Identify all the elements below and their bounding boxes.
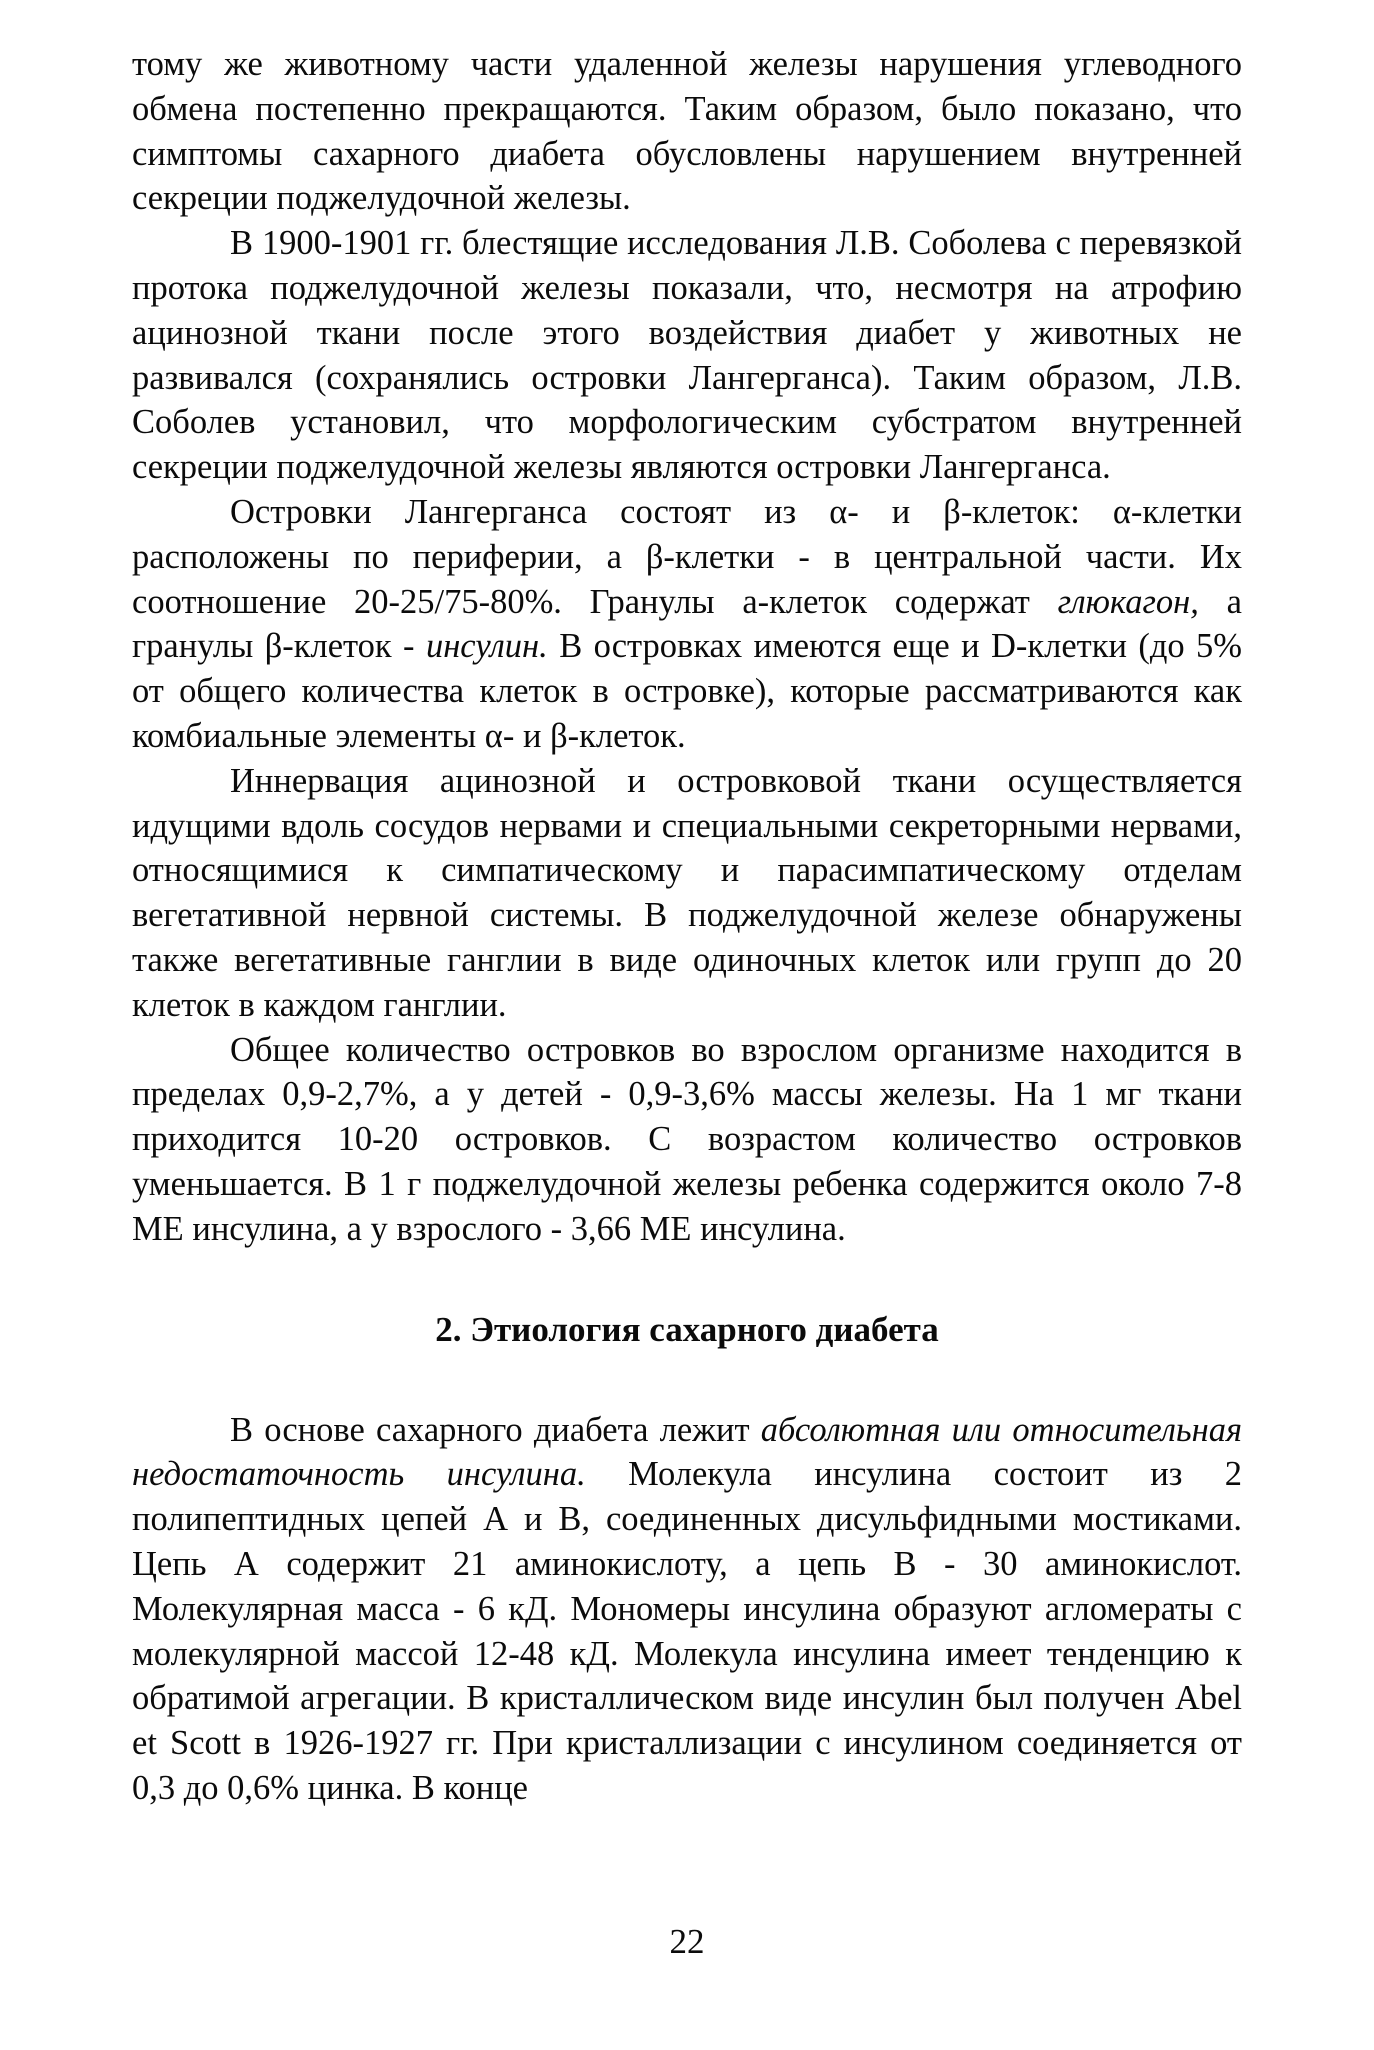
text-run: В основе сахарного диабета лежит: [230, 1410, 761, 1449]
text-run: В островках имеются еще и D-клетки (до 5% от общего количества клеток в островке), которые рассматриваются как комбиальные элементы α- и β-клеток.: [132, 627, 1242, 755]
paragraph: [132, 221, 1242, 490]
text-run: Иннервация ацинозной и островковой ткани осуществляется идущими вдоль сосудов нервами и специальными секреторными нервами, относящимися к симпатическому и парасимпатическому отделам вегетативной нервной системы. В поджелудочной железе обнаружены также вегетативные ганглии в виде одиночных клеток или групп до 20 клеток в каждом ганглии.: [132, 761, 1242, 1024]
text-run: Общее количество островков во взрослом организме находится в пределах 0,9-2,7%, а у детей - 0,9-3,6% массы железы. На 1 мг ткани приходится 10-20 островков. С возрастом количество островков уменьшается. В 1 г поджелудочной железы ребенка содержится около 7-8 МЕ инсулина, а у взрослого - 3,66 МЕ инсулина.: [132, 1030, 1242, 1248]
paragraph: [132, 1028, 1242, 1252]
text-run: тому же животному части удаленной железы нарушения углеводного обмена постепенно прекращаются. Таким образом, было показано, что симптомы сахарного диабета обусловлены нарушением внутренней секреции поджелудочной железы.: [132, 45, 1242, 218]
paragraph: [132, 42, 1242, 221]
page-number: 22: [669, 1922, 705, 1961]
italic-text-run: глюкагон,: [1057, 582, 1199, 621]
text-run: В 1900-1901 гг. блестящие исследования Л.В. Соболева с перевязкой протока поджелудочной железы показали, что, несмотря на атрофию ацинозной ткани после этого воздействия диабет у животных не развивался (сохранялись островки Лангерганса). Таким образом, Л.В. Соболев установил, что морфологическим субстратом внутренней секреции поджелудочной железы являются островки Лангерганса.: [132, 224, 1242, 487]
body-text-top: [132, 42, 1242, 1252]
body-text-bottom: [132, 1408, 1242, 1811]
document-page: [132, 42, 1242, 2032]
italic-text-run: инсулин.: [425, 627, 548, 666]
italic-text-run: абсолютная или относительная недостаточность инсулина.: [132, 1410, 1242, 1494]
section-heading: 2. Этиология сахарного диабета: [435, 1309, 939, 1349]
text-run: Островки Лангерганса состоят из α- и β-клеток: α-клетки расположены по периферии, а β-клетки - в центральной части. Их соотношение 20-25/75-80%. Гранулы a-клеток содержат: [132, 492, 1242, 621]
text-run: а гранулы β-клеток -: [132, 582, 1242, 666]
paragraph: [132, 1408, 1242, 1811]
paragraph: [132, 490, 1242, 759]
text-run: Молекула инсулина состоит из 2 полипептидных цепей А и В, соединенных дисульфидными мостиками. Цепь А содержит 21 аминокислоту, а цепь В - 30 аминокислот. Молекулярная масса - 6 кД. Мономеры инсулина образуют агломераты с молекулярной массой 12-48 кД. Молекула инсулина имеет тенденцию к обратимой агрегации. В кристаллическом виде инсулин был получен Abel et Scott в 1926-1927 гг. При кристаллизации с инсулином соединяется от 0,3 до 0,6% цинка. В конце: [132, 1455, 1242, 1807]
paragraph: [132, 759, 1242, 1028]
